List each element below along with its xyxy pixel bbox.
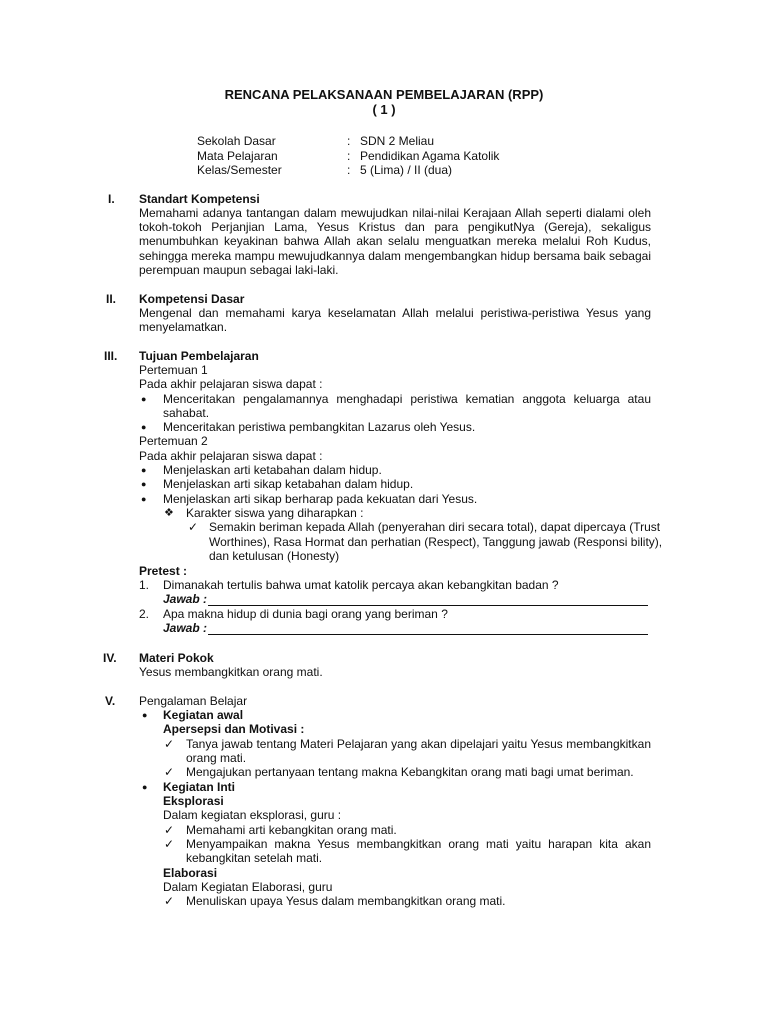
info-value-class: 5 (Lima) / II (dua) (360, 163, 453, 177)
section-number: IV. (103, 651, 117, 665)
paragraph-line: menumbuhkan keyakinan bahwa Allah akan selalu menguatkan mereka melalui Roh Kudus, (139, 234, 651, 248)
info-sep: : (347, 163, 351, 177)
section-heading-pengalaman: Pengalaman Belajar (139, 694, 248, 708)
subheading-eksplorasi: Eksplorasi (163, 794, 224, 808)
info-value-subject: Pendidikan Agama Katolik (360, 149, 500, 163)
eksplorasi-intro: Dalam kegiatan eksplorasi, guru : (163, 808, 342, 822)
document-title: RENCANA PELAKSANAAN PEMBELAJARAN (RPP) (224, 87, 544, 102)
elaborasi-intro: Dalam Kegiatan Elaborasi, guru (163, 880, 333, 894)
subheading-apersepsi: Apersepsi dan Motivasi : (163, 722, 305, 736)
list-item: Menceritakan peristiwa pembangkitan Lazarus oleh Yesus. (163, 420, 476, 434)
answer-label: Jawab : (163, 592, 208, 606)
answer-line[interactable] (208, 605, 648, 606)
list-item-continued: kebangkitan setelah mati. (186, 851, 323, 865)
meeting-label: Pertemuan 2 (139, 434, 208, 448)
checkmark-icon: ✓ (164, 737, 175, 751)
checkmark-icon: ✓ (164, 823, 175, 837)
checkmark-icon: ✓ (164, 837, 175, 851)
list-item: Menyampaikan makna Yesus membangkitkan orang mati yaitu harapan kita akan (186, 837, 651, 851)
bullet-icon: ● (141, 494, 147, 504)
karakter-line: dan ketulusan (Honesty) (209, 549, 340, 563)
question-number: 2. (139, 607, 150, 621)
bullet-icon: ● (142, 782, 148, 792)
paragraph-line: Yesus membangkitkan orang mati. (139, 665, 323, 679)
info-label-subject: Mata Pelajaran (197, 149, 278, 163)
paragraph-line: menyelamatkan. (139, 320, 228, 334)
answer-label: Jawab : (163, 621, 208, 635)
paragraph-line: tokoh-tokoh Perjanjian Lama, Yesus Kristus dan para pengikutNya (Gereja), sekaligus (139, 220, 651, 234)
list-item: Menuliskan upaya Yesus dalam membangkitkan orang mati. (186, 894, 506, 908)
meeting-intro: Pada akhir pelajaran siswa dapat : (139, 449, 323, 463)
section-number: II. (106, 292, 117, 306)
list-item: Menceritakan pengalamannya menghadapi peristiwa kematian anggota keluarga atau (163, 392, 651, 406)
karakter-line: Semakin beriman kepada Allah (penyerahan diri secara total), dapat dipercaya (Trust (209, 520, 661, 534)
list-item-continued: sahabat. (163, 406, 210, 420)
list-item: Menjelaskan arti ketabahan dalam hidup. (163, 463, 382, 477)
paragraph-line: Memahami adanya tantangan dalam mewujudkan nilai-nilai Kerajaan Allah seperti dialami oleh (139, 206, 651, 220)
bullet-icon: ● (142, 710, 148, 720)
question-text: Apa makna hidup di dunia bagi orang yang beriman ? (163, 607, 448, 621)
paragraph-line: sehingga mereka mampu mewujudkannya dalam mengembangkan hidup bersama baik sebagai (139, 249, 651, 263)
checkmark-icon: ✓ (164, 765, 175, 779)
section-heading-tujuan: Tujuan Pembelajaran (139, 349, 259, 363)
info-label-class: Kelas/Semester (197, 163, 282, 177)
bullet-icon: ● (141, 465, 147, 475)
section-heading-materi: Materi Pokok (139, 651, 214, 665)
bullet-icon: ● (141, 479, 147, 489)
checkmark-icon: ✓ (188, 520, 199, 534)
document-subtitle: ( 1 ) (372, 102, 396, 117)
info-value-school: SDN 2 Meliau (360, 134, 435, 148)
meeting-label: Pertemuan 1 (139, 363, 208, 377)
list-item-continued: orang mati. (186, 751, 247, 765)
section-number: V. (105, 694, 116, 708)
list-item: Tanya jawab tentang Materi Pelajaran yang akan dipelajari yaitu Yesus membangkitkan (186, 737, 651, 751)
question-number: 1. (139, 578, 150, 592)
list-item: Menjelaskan arti sikap ketabahan dalam hidup. (163, 477, 414, 491)
checkmark-icon: ✓ (164, 894, 175, 908)
subheading-elaborasi: Elaborasi (163, 866, 218, 880)
question-text: Dimanakah tertulis bahwa umat katolik percaya akan kebangkitan badan ? (163, 578, 559, 592)
section-number: III. (104, 349, 118, 363)
answer-line[interactable] (208, 634, 648, 635)
list-item: Memahami arti kebangkitan orang mati. (186, 823, 397, 837)
subheading-kegiatan-inti: Kegiatan Inti (163, 780, 236, 794)
paragraph-line: perempuan maupun sebagai laki-laki. (139, 263, 339, 277)
list-item: Menjelaskan arti sikap berharap pada kekuatan dari Yesus. (163, 492, 478, 506)
meeting-intro: Pada akhir pelajaran siswa dapat : (139, 377, 323, 391)
info-sep: : (347, 149, 351, 163)
bullet-icon: ● (141, 394, 147, 404)
info-sep: : (347, 134, 351, 148)
list-item: Mengajukan pertanyaan tentang makna Kebangkitan orang mati bagi umat beriman. (186, 765, 634, 779)
section-heading-standart: Standart Kompetensi (139, 192, 260, 206)
pretest-label: Pretest : (139, 564, 188, 578)
paragraph-line: Mengenal dan memahami karya keselamatan Allah melalui peristiwa-peristiwa Yesus yang (139, 306, 651, 320)
section-number: I. (108, 192, 115, 206)
karakter-line: Worthines), Rasa Hormat dan perhatian (Respect), Tanggung jawab (Responsi bility), (209, 535, 663, 549)
karakter-label: Karakter siswa yang diharapkan : (186, 506, 364, 520)
bullet-icon: ● (141, 422, 147, 432)
diamond-bullet-icon: ❖ (164, 507, 174, 519)
subheading-kegiatan-awal: Kegiatan awal (163, 708, 244, 722)
info-label-school: Sekolah Dasar (197, 134, 276, 148)
section-heading-kompetensi: Kompetensi Dasar (139, 292, 245, 306)
